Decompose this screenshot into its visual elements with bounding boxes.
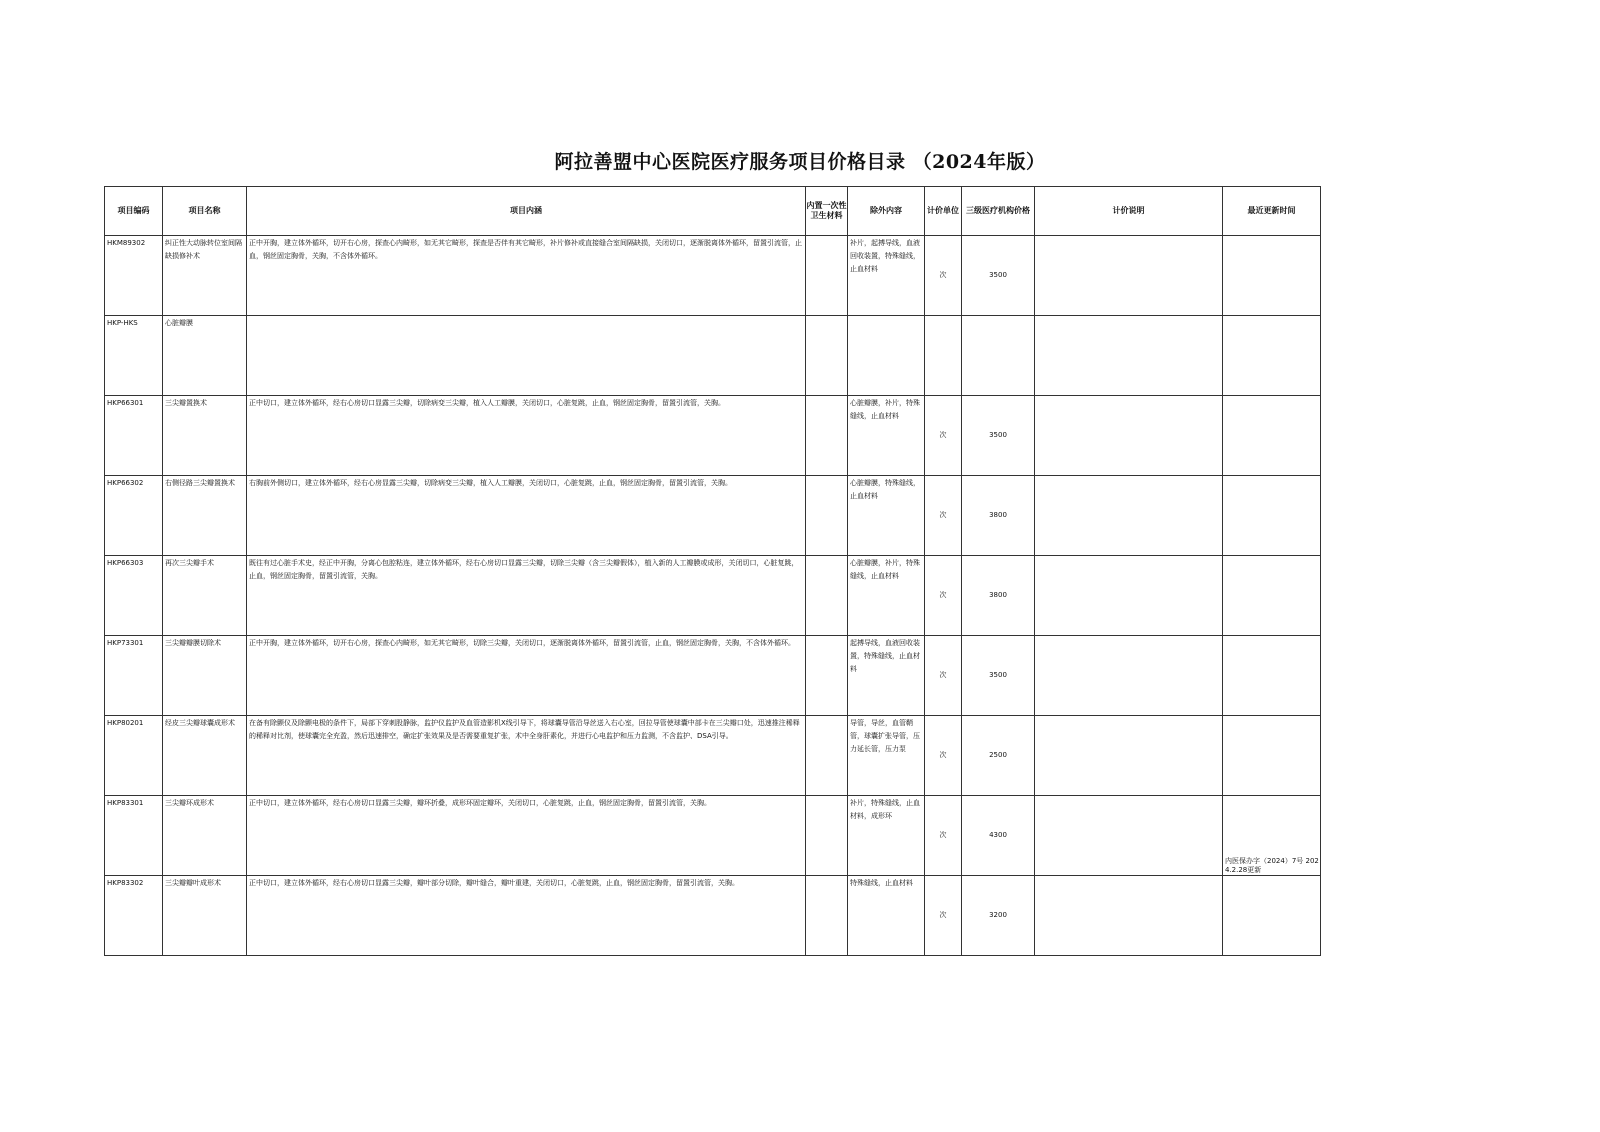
cell-price: 2500 (962, 716, 1035, 796)
cell-price (962, 316, 1035, 396)
cell-content (247, 316, 806, 396)
cell-material (806, 396, 848, 476)
cell-exclude: 起搏导线，血液回收装置，特殊缝线，止血材料 (848, 636, 925, 716)
header-unit: 计价单位 (925, 187, 962, 236)
cell-name: 三尖瓣瓣叶成形术 (163, 876, 247, 956)
cell-content: 既往有过心脏手术史，经正中开胸，分离心包腔粘连，建立体外循环，经右心房切口显露三尖瓣，切除三尖瓣（含三尖瓣假体），植入新的人工瓣膜或成形，关闭切口，心脏复跳，止血，钢丝固定胸骨，留置引流管，关胸。 (247, 556, 806, 636)
cell-remark (1035, 636, 1223, 716)
cell-material (806, 556, 848, 636)
header-price: 三级医疗机构价格 (962, 187, 1035, 236)
cell-material (806, 876, 848, 956)
update-note: 内医保办字（2024）7号 2024.2.28更新 (1225, 857, 1319, 874)
cell-material (806, 316, 848, 396)
cell-price: 3500 (962, 396, 1035, 476)
cell-name: 再次三尖瓣手术 (163, 556, 247, 636)
cell-price: 3500 (962, 236, 1035, 316)
header-updated: 最近更新时间 (1223, 187, 1321, 236)
cell-name: 三尖瓣瓣膜切除术 (163, 636, 247, 716)
cell-exclude: 特殊缝线，止血材料 (848, 876, 925, 956)
cell-price: 3200 (962, 876, 1035, 956)
cell-price: 4300 (962, 796, 1035, 876)
cell-updated (1223, 796, 1321, 876)
cell-material (806, 796, 848, 876)
cell-content: 正中切口，建立体外循环，经右心房切口显露三尖瓣，切除病变三尖瓣，植入人工瓣膜，关闭切口，心脏复跳，止血，钢丝固定胸骨，留置引流管，关胸。 (247, 396, 806, 476)
cell-unit (925, 316, 962, 396)
cell-code: HKP66302 (105, 476, 163, 556)
cell-code: HKP-HKS (105, 316, 163, 396)
cell-name: 经皮三尖瓣球囊成形术 (163, 716, 247, 796)
cell-material (806, 476, 848, 556)
header-material: 内置一次性卫生材料 (806, 187, 848, 236)
cell-material (806, 636, 848, 716)
cell-unit: 次 (925, 396, 962, 476)
cell-updated (1223, 476, 1321, 556)
table-row (105, 876, 1321, 956)
cell-exclude: 心脏瓣膜，特殊缝线，止血材料 (848, 476, 925, 556)
cell-unit: 次 (925, 876, 962, 956)
cell-updated (1223, 716, 1321, 796)
table-row (105, 476, 1321, 556)
cell-remark (1035, 876, 1223, 956)
header-content: 项目内涵 (247, 187, 806, 236)
cell-remark (1035, 796, 1223, 876)
header-exclude: 除外内容 (848, 187, 925, 236)
table-row (105, 556, 1321, 636)
cell-updated (1223, 396, 1321, 476)
page-title: 阿拉善盟中心医院医疗服务项目价格目录 （2024年版） (554, 151, 1046, 173)
cell-price: 3500 (962, 636, 1035, 716)
cell-content: 正中开胸，建立体外循环，切开右心房，探查心内畸形，如无其它畸形，探查是否伴有其它畸形，补片修补或直接缝合室间隔缺损，关闭切口，逐渐脱离体外循环，留置引流管，止血，钢丝固定胸骨，关胸，不含体外循环。 (247, 236, 806, 316)
cell-code: HKP83301 (105, 796, 163, 876)
cell-code: HKP66303 (105, 556, 163, 636)
cell-remark (1035, 396, 1223, 476)
cell-code: HKP83302 (105, 876, 163, 956)
cell-content: 正中切口，建立体外循环，经右心房切口显露三尖瓣，瓣环折叠，成形环固定瓣环，关闭切口，心脏复跳，止血，钢丝固定胸骨，留置引流管，关胸。 (247, 796, 806, 876)
table-row (105, 236, 1321, 316)
table-row (105, 636, 1321, 716)
cell-remark (1035, 716, 1223, 796)
cell-updated (1223, 876, 1321, 956)
cell-exclude (848, 316, 925, 396)
cell-code: HKM89302 (105, 236, 163, 316)
cell-unit: 次 (925, 236, 962, 316)
cell-content: 正中开胸，建立体外循环，切开右心房，探查心内畸形，如无其它畸形，切除三尖瓣，关闭切口，逐渐脱离体外循环，留置引流管，止血，钢丝固定胸骨，关胸，不含体外循环。 (247, 636, 806, 716)
cell-remark (1035, 556, 1223, 636)
header-remark: 计价说明 (1035, 187, 1223, 236)
cell-code: HKP80201 (105, 716, 163, 796)
table-row (105, 316, 1321, 396)
cell-material (806, 236, 848, 316)
cell-remark (1035, 236, 1223, 316)
header-row (105, 187, 1321, 236)
cell-unit: 次 (925, 636, 962, 716)
cell-unit: 次 (925, 796, 962, 876)
cell-name: 右侧径路三尖瓣置换术 (163, 476, 247, 556)
cell-updated (1223, 316, 1321, 396)
cell-unit: 次 (925, 476, 962, 556)
cell-content: 正中切口，建立体外循环，经右心房切口显露三尖瓣，瓣叶部分切除，瓣叶缝合，瓣叶重建，关闭切口，心脏复跳，止血，钢丝固定胸骨，留置引流管，关胸。 (247, 876, 806, 956)
cell-name: 三尖瓣环成形术 (163, 796, 247, 876)
cell-updated (1223, 636, 1321, 716)
cell-exclude: 心脏瓣膜，补片，特殊缝线，止血材料 (848, 396, 925, 476)
cell-unit: 次 (925, 716, 962, 796)
cell-exclude: 导管，导丝，血管鞘管，球囊扩张导管，压力延长管，压力泵 (848, 716, 925, 796)
cell-content: 右胸前外侧切口，建立体外循环，经右心房显露三尖瓣，切除病变三尖瓣，植入人工瓣膜，关闭切口，心脏复跳，止血，钢丝固定胸骨，留置引流管，关胸。 (247, 476, 806, 556)
cell-price: 3800 (962, 556, 1035, 636)
cell-exclude: 补片，起搏导线，血液回收装置，特殊缝线，止血材料 (848, 236, 925, 316)
cell-price: 3800 (962, 476, 1035, 556)
cell-name: 心脏瓣膜 (163, 316, 247, 396)
cell-remark (1035, 476, 1223, 556)
cell-content: 在备有除颤仪及除颤电极的条件下，局部下穿刺股静脉，监护仪监护及血管造影机X线引导下，将球囊导管沿导丝送入右心室，回拉导管使球囊中部卡在三尖瓣口处，迅速推注稀释的稀释对比剂，使球囊完全充盈，然后迅速排空，确定扩张效果及是否需要重复扩张，术中全身肝素化，并进行心电监护和压力监测，不含监护、DSA引导。 (247, 716, 806, 796)
cell-updated (1223, 236, 1321, 316)
cell-exclude: 补片，特殊缝线，止血材料，成形环 (848, 796, 925, 876)
cell-updated (1223, 556, 1321, 636)
table-row (105, 796, 1321, 876)
cell-name: 三尖瓣置换术 (163, 396, 247, 476)
cell-remark (1035, 316, 1223, 396)
cell-name: 纠正性大动脉转位室间隔缺损修补术 (163, 236, 247, 316)
cell-code: HKP73301 (105, 636, 163, 716)
cell-exclude: 心脏瓣膜，补片，特殊缝线，止血材料 (848, 556, 925, 636)
table-row (105, 396, 1321, 476)
cell-unit: 次 (925, 556, 962, 636)
cell-code: HKP66301 (105, 396, 163, 476)
price-table (104, 186, 1321, 956)
header-name: 项目名称 (163, 187, 247, 236)
table-row (105, 716, 1321, 796)
cell-material (806, 716, 848, 796)
header-code: 项目编码 (105, 187, 163, 236)
